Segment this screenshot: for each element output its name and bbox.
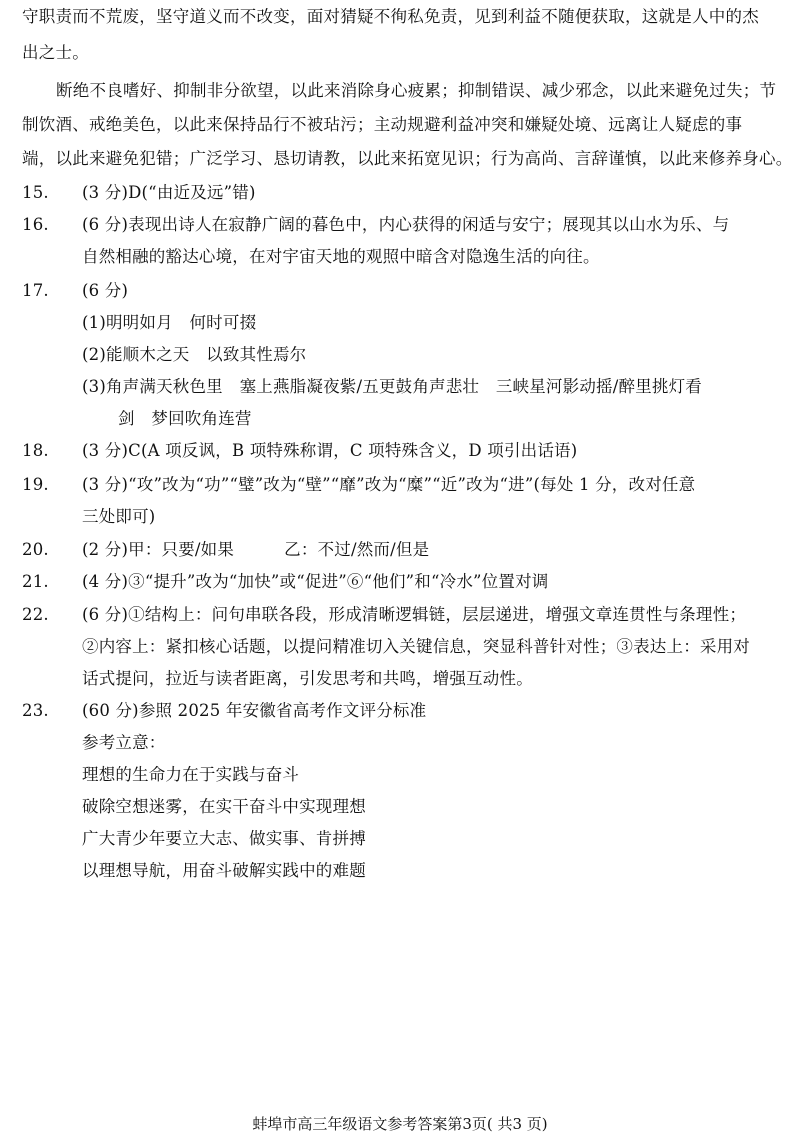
answer-21 [22,571,548,593]
answer-text: (6 分)表现出诗人在寂静广阔的暮色中，内心获得的闲适与安宁；展现其以山水为乐、与 [82,215,730,234]
question-number: 18. [22,441,49,460]
answer-text: (3 分)C(A 项反讽，B 项特殊称谓，C 项特殊含义，D 项引出话语) [82,441,578,460]
reference-idea-2: 破除空想迷雾，在实干奋斗中实现理想 [82,797,366,816]
reference-idea-3: 广大青少年要立大志、做实事、肯拼搏 [82,829,366,848]
answer-text: (3 分)“攻”改为“功”“璧”改为“壁”“靡”改为“糜”“近”改为“进”(每处 1 分，改对任意 [82,475,696,494]
answer-16-line-1 [22,214,729,236]
answer-17-sub-2: (2)能顺木之天 以致其性焉尔 [82,345,307,364]
question-number: 17. [22,281,49,300]
answer-23 [22,700,426,722]
translation-line-2: 出之士。 [22,43,89,62]
answer-text: (60 分)参照 2025 年安徽省高考作文评分标准 [82,701,427,720]
question-number: 21. [22,572,49,591]
answer-19-line-2: 三处即可) [82,507,156,526]
answer-16-line-2: 自然相融的豁达心境，在对宇宙天地的观照中暗含对隐逸生活的向往。 [82,247,600,266]
reference-idea-4: 以理想导航，用奋斗破解实践中的难题 [82,861,366,880]
question-number: 19. [22,475,49,494]
answer-17 [22,280,128,302]
page-footer: 蚌埠市高三年级语文参考答案第3页( 共3 页) [252,1115,548,1133]
answer-17-sub-3-line-2: 剑 梦回吹角连营 [118,409,252,428]
answer-text: (3 分)D(“由近及远”错) [82,183,256,202]
question-number: 20. [22,540,49,559]
answer-15 [22,182,256,204]
question-number: 22. [22,605,49,624]
answer-18 [22,440,577,462]
question-number: 15. [22,183,49,202]
question-number: 16. [22,215,49,234]
reference-idea-label: 参考立意： [82,733,166,752]
translation-line-1: 守职责而不荒废，坚守道义而不改变，面对猜疑不徇私免责，见到利益不随便获取，这就是人中的杰 [22,7,759,26]
translation-line-5: 端，以此来避免犯错；广泛学习、恳切请教，以此来拓宽见识；行为高尚、言辞谨慎，以此来修养身心。 [22,149,793,168]
translation-line-4: 制饮酒、戒绝美色，以此来保持品行不被玷污；主动规避利益冲突和嫌疑处境、远离让人疑虑的事 [22,115,743,134]
answer-20 [22,539,429,561]
answer-text: (6 分)①结构上：问句串联各段，形成清晰逻辑链，层层递进，增强文章连贯性与条理性； [82,605,747,624]
answer-22-line-3: 话式提问，拉近与读者距离，引发思考和共鸣，增强互动性。 [82,669,533,688]
question-number: 23. [22,701,49,720]
answer-22-line-1 [22,604,746,626]
answer-text: (4 分)③“提升”改为“加快”或“促进”⑥“他们”和“冷水”位置对调 [82,572,549,591]
answer-22-line-2: ②内容上：紧扣核心话题，以提问精准切入关键信息，突显科普针对性；③表达上：采用对 [82,637,750,656]
answer-text: (2 分)甲：只要/如果 乙：不过/然而/但是 [82,540,430,559]
answer-text: (6 分) [82,281,129,300]
answer-19-line-1 [22,474,695,496]
translation-line-3: 断绝不良嗜好、抑制非分欲望，以此来消除身心疲累；抑制错误、减少邪念，以此来避免过失；节 [56,81,777,100]
answer-17-sub-1: (1)明明如月 何时可掇 [82,313,257,332]
answer-17-sub-3-line-1: (3)角声满天秋色里 塞上燕脂凝夜紫/五更鼓角声悲壮 三峡星河影动摇/醉里挑灯看 [82,377,702,396]
reference-idea-1: 理想的生命力在于实践与奋斗 [82,765,300,784]
